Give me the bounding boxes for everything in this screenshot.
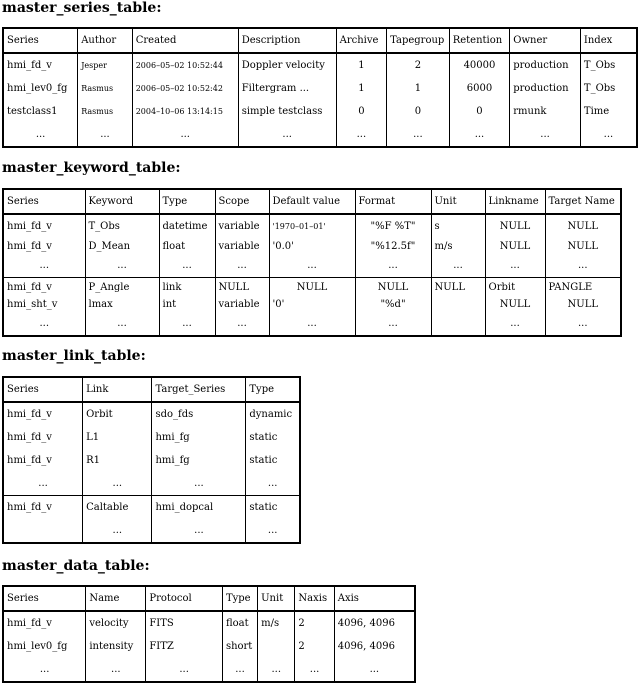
table-cell: ... <box>545 254 621 278</box>
table-cell: ... <box>580 123 637 147</box>
table-cell: ... <box>159 312 215 336</box>
table-cell: Caltable <box>83 496 152 520</box>
table-cell: hmi_fd_v <box>3 238 85 254</box>
table-cell: 0 <box>449 100 510 123</box>
table-row <box>3 472 300 496</box>
table-cell: ... <box>246 519 300 543</box>
table-cell: m/s <box>431 238 485 254</box>
table-cell: hmi_fd_v <box>3 402 83 426</box>
table-cell <box>258 635 295 658</box>
table-cell: hmi_sht_v <box>3 296 85 312</box>
table-cell: NULL <box>431 278 485 297</box>
column-header: Scope <box>215 189 269 214</box>
table-cell: ... <box>246 472 300 496</box>
table-cell: ... <box>336 123 386 147</box>
table-cell: hmi_fd_v <box>3 278 85 297</box>
table-cell: NULL <box>485 238 545 254</box>
table-cell: NULL <box>545 238 621 254</box>
table-cell: ... <box>355 312 431 336</box>
table-cell: R1 <box>83 449 152 472</box>
column-header: Format <box>355 189 431 214</box>
table-cell: ... <box>215 254 269 278</box>
table-cell: int <box>159 296 215 312</box>
table-cell: sdo_fds <box>152 402 246 426</box>
table-cell: ... <box>83 519 152 543</box>
table-cell: 2004–10–06 13:14:15 <box>132 100 238 123</box>
table-cell: datetime <box>159 214 215 238</box>
table-cell: float <box>159 238 215 254</box>
table-row <box>3 100 637 123</box>
table-cell: 2006–05–02 10:52:44 <box>132 53 238 77</box>
table-cell: NULL <box>215 278 269 297</box>
table-cell: 4096, 4096 <box>334 635 415 658</box>
table-cell: hmi_fd_v <box>3 426 83 449</box>
column-header: Tapegroup <box>387 28 450 53</box>
table-cell: ... <box>215 312 269 336</box>
link-table <box>2 376 301 544</box>
table-cell: Time <box>580 100 637 123</box>
table-cell: Orbit <box>83 402 152 426</box>
column-header: Link <box>83 377 152 402</box>
table-cell: ... <box>152 519 246 543</box>
table-row <box>3 238 621 254</box>
table-cell: ... <box>3 472 83 496</box>
table-row <box>3 402 300 426</box>
table-cell: '0.0' <box>269 238 355 254</box>
table-cell: Jesper <box>78 53 133 77</box>
keyword-table-header-row <box>3 189 621 214</box>
column-header: Unit <box>431 189 485 214</box>
table-cell: testclass1 <box>3 100 78 123</box>
table-cell: T_Obs <box>85 214 159 238</box>
table-cell: NULL <box>485 296 545 312</box>
table-cell: float <box>222 611 257 635</box>
table-cell: 1 <box>336 53 386 77</box>
column-header: Target Name <box>545 189 621 214</box>
table-cell: "%d" <box>355 296 431 312</box>
table-row <box>3 519 300 543</box>
table-cell: Orbit <box>485 278 545 297</box>
table-cell: P_Angle <box>85 278 159 297</box>
table-cell: 1 <box>387 77 450 100</box>
table-cell: ... <box>269 254 355 278</box>
column-header: Default value <box>269 189 355 214</box>
table-row <box>3 496 300 520</box>
table-row <box>3 123 637 147</box>
table-cell: 0 <box>387 100 450 123</box>
table-cell: hmi_lev0_fg <box>3 635 86 658</box>
table-cell: variable <box>215 238 269 254</box>
table-row <box>3 278 621 297</box>
table-cell: ... <box>485 312 545 336</box>
table-cell: ... <box>3 123 78 147</box>
table-cell: Filtergram ... <box>238 77 336 100</box>
table-cell: ... <box>295 658 334 682</box>
column-header: Owner <box>510 28 581 53</box>
table-row <box>3 53 637 77</box>
table-cell: static <box>246 496 300 520</box>
table-row <box>3 214 621 238</box>
table-cell: ... <box>449 123 510 147</box>
table-cell <box>431 312 485 336</box>
table-cell: ... <box>152 472 246 496</box>
table-row <box>3 312 621 336</box>
table-cell: ... <box>146 658 223 682</box>
table-cell: production <box>510 77 581 100</box>
table-row <box>3 296 621 312</box>
table-cell: static <box>246 449 300 472</box>
table-cell <box>431 296 485 312</box>
table-cell: Doppler velocity <box>238 53 336 77</box>
table-row <box>3 77 637 100</box>
table-cell: m/s <box>258 611 295 635</box>
table-cell: hmi_fg <box>152 449 246 472</box>
table-cell: hmi_fd_v <box>3 496 83 520</box>
column-header: Series <box>3 586 86 611</box>
table-cell: D_Mean <box>85 238 159 254</box>
column-header: Type <box>246 377 300 402</box>
table-cell: PANGLE <box>545 278 621 297</box>
series-table-title: master_series_table: <box>2 0 162 16</box>
table-cell: variable <box>215 214 269 238</box>
table-cell: link <box>159 278 215 297</box>
table-cell: ... <box>238 123 336 147</box>
table-cell: 2 <box>295 635 334 658</box>
table-cell: ... <box>3 254 85 278</box>
table-cell: 2 <box>295 611 334 635</box>
table-cell: ... <box>258 658 295 682</box>
table-cell: velocity <box>86 611 146 635</box>
table-cell: hmi_fd_v <box>3 449 83 472</box>
column-header: Index <box>580 28 637 53</box>
table-cell: hmi_lev0_fg <box>3 77 78 100</box>
table-cell: T_Obs <box>580 53 637 77</box>
table-cell: hmi_fd_v <box>3 611 86 635</box>
table-cell: ... <box>222 658 257 682</box>
column-header: Archive <box>336 28 386 53</box>
table-cell: NULL <box>545 296 621 312</box>
column-header: Axis <box>334 586 415 611</box>
table-cell: ... <box>510 123 581 147</box>
table-cell: 6000 <box>449 77 510 100</box>
table-cell: lmax <box>85 296 159 312</box>
column-header: Name <box>86 586 146 611</box>
table-cell: hmi_dopcal <box>152 496 246 520</box>
column-header: Naxis <box>295 586 334 611</box>
table-cell: ... <box>485 254 545 278</box>
table-cell: hmi_fg <box>152 426 246 449</box>
column-header: Author <box>78 28 133 53</box>
table-cell: FITZ <box>146 635 223 658</box>
table-cell: hmi_fd_v <box>3 214 85 238</box>
column-header: Series <box>3 377 83 402</box>
series-table <box>2 27 638 148</box>
table-cell: 0 <box>336 100 386 123</box>
table-cell: 40000 <box>449 53 510 77</box>
table-cell: '0' <box>269 296 355 312</box>
keyword-table <box>2 188 622 337</box>
table-row <box>3 658 415 682</box>
link-table-header-row <box>3 377 300 402</box>
table-cell: 4096, 4096 <box>334 611 415 635</box>
column-header: Description <box>238 28 336 53</box>
column-header: Series <box>3 189 85 214</box>
table-cell <box>3 519 83 543</box>
table-cell: variable <box>215 296 269 312</box>
table-cell: ... <box>334 658 415 682</box>
table-cell: ... <box>78 123 133 147</box>
column-header: Unit <box>258 586 295 611</box>
data-table-header-row <box>3 586 415 611</box>
table-cell: hmi_fd_v <box>3 53 78 77</box>
table-cell: short <box>222 635 257 658</box>
table-cell: L1 <box>83 426 152 449</box>
table-cell: NULL <box>355 278 431 297</box>
table-cell: ... <box>3 312 85 336</box>
table-cell: ... <box>269 312 355 336</box>
table-cell: rmunk <box>510 100 581 123</box>
table-cell: production <box>510 53 581 77</box>
table-cell: FITS <box>146 611 223 635</box>
keyword-table-title: master_keyword_table: <box>2 160 181 176</box>
column-header: Created <box>132 28 238 53</box>
table-row <box>3 611 415 635</box>
table-cell: T_Obs <box>580 77 637 100</box>
column-header: Keyword <box>85 189 159 214</box>
column-header: Retention <box>449 28 510 53</box>
column-header: Linkname <box>485 189 545 214</box>
table-cell: ... <box>85 254 159 278</box>
table-cell: ... <box>132 123 238 147</box>
table-cell: ... <box>3 658 86 682</box>
data-table-title: master_data_table: <box>2 558 150 574</box>
table-cell: static <box>246 426 300 449</box>
table-cell: dynamic <box>246 402 300 426</box>
table-cell: NULL <box>269 278 355 297</box>
table-cell: ... <box>355 254 431 278</box>
table-cell: ... <box>545 312 621 336</box>
table-cell: '1970–01–01' <box>269 214 355 238</box>
column-header: Target_Series <box>152 377 246 402</box>
table-cell: ... <box>431 254 485 278</box>
table-cell: "%12.5f" <box>355 238 431 254</box>
data-table <box>2 585 416 683</box>
table-row <box>3 254 621 278</box>
table-cell: simple testclass <box>238 100 336 123</box>
table-row <box>3 426 300 449</box>
table-cell: ... <box>85 312 159 336</box>
table-cell: NULL <box>485 214 545 238</box>
table-cell: "%F %T" <box>355 214 431 238</box>
table-cell: NULL <box>545 214 621 238</box>
table-row <box>3 449 300 472</box>
table-cell: Rasmus <box>78 100 133 123</box>
table-cell: ... <box>387 123 450 147</box>
series-table-header-row <box>3 28 637 53</box>
table-cell: 2006–05–02 10:52:42 <box>132 77 238 100</box>
table-row <box>3 635 415 658</box>
table-cell: ... <box>86 658 146 682</box>
table-cell: 1 <box>336 77 386 100</box>
table-cell: ... <box>159 254 215 278</box>
table-cell: intensity <box>86 635 146 658</box>
link-table-title: master_link_table: <box>2 348 146 364</box>
table-cell: ... <box>83 472 152 496</box>
column-header: Type <box>159 189 215 214</box>
table-cell: s <box>431 214 485 238</box>
column-header: Series <box>3 28 78 53</box>
table-cell: Rasmus <box>78 77 133 100</box>
column-header: Protocol <box>146 586 223 611</box>
table-cell: 2 <box>387 53 450 77</box>
column-header: Type <box>222 586 257 611</box>
